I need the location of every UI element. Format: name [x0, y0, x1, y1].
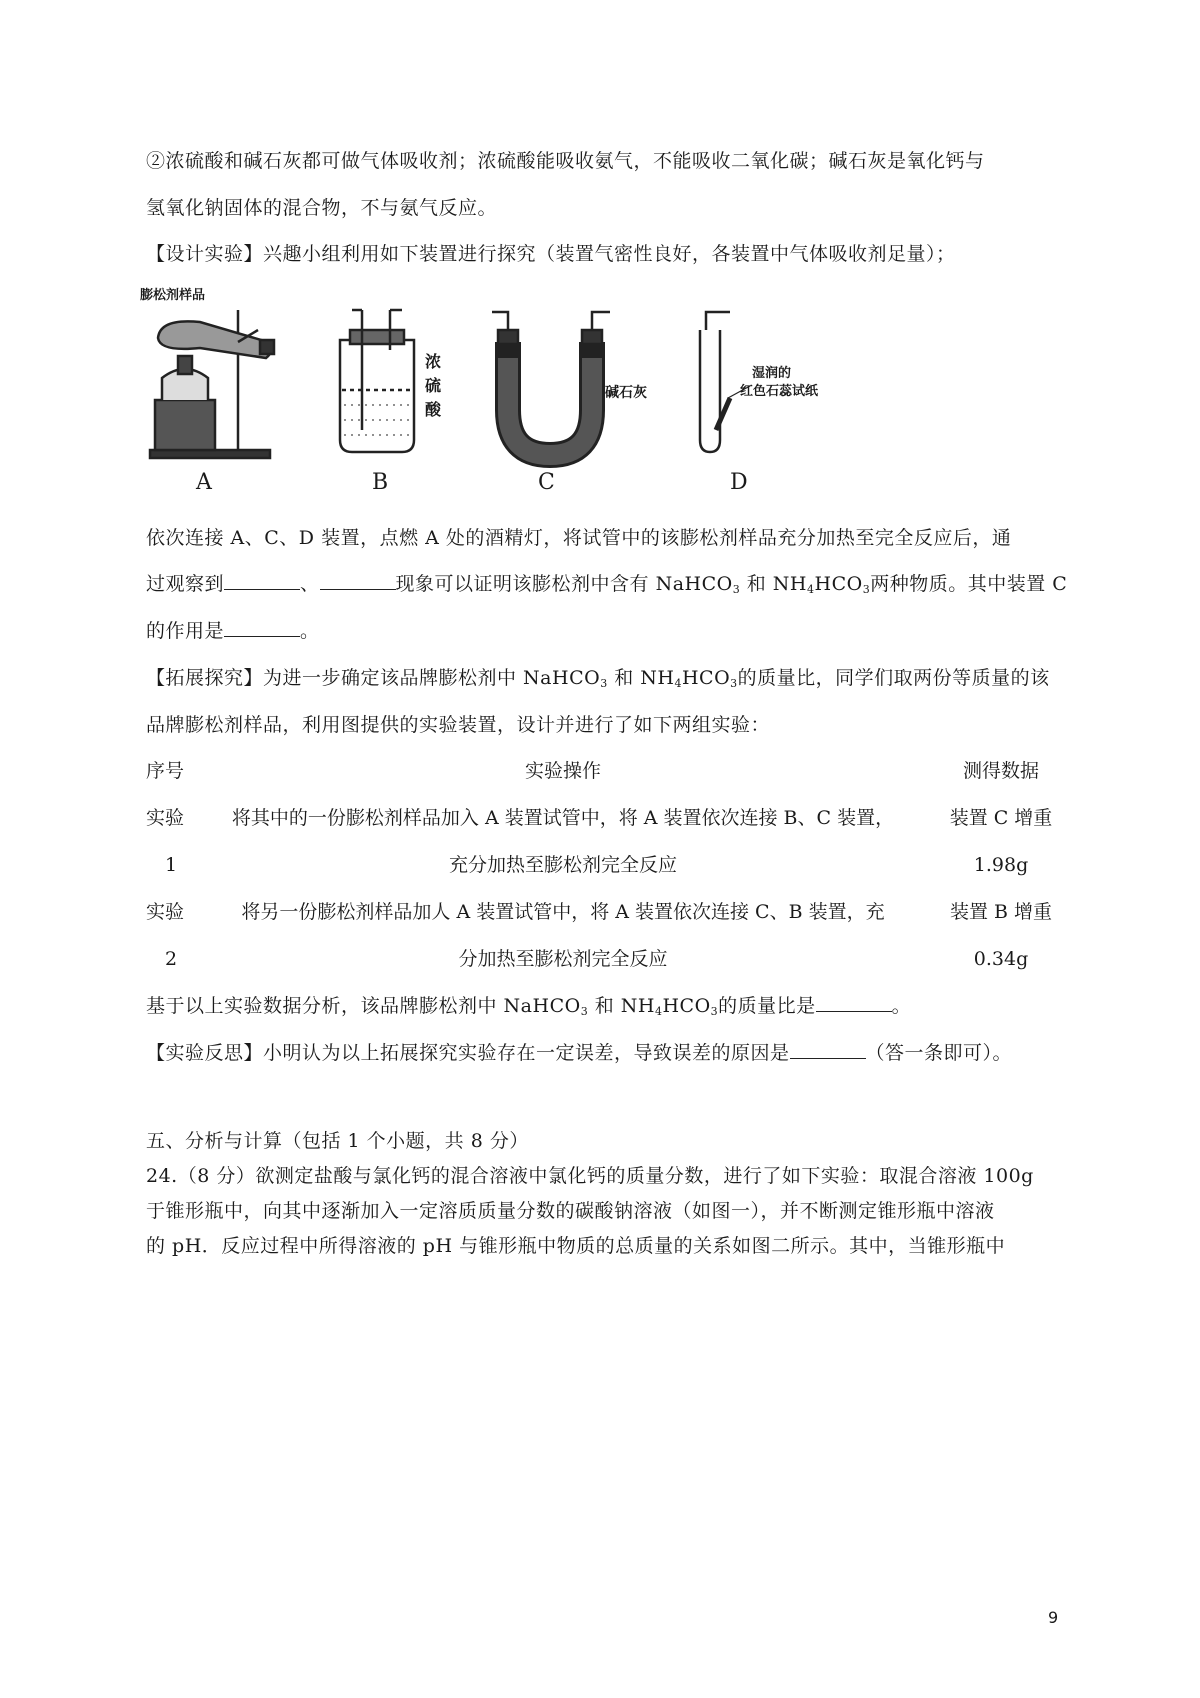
subscript: 3: [600, 677, 608, 690]
analysis-line: [146, 992, 1066, 1020]
answer-blank-1[interactable]: [224, 571, 300, 590]
answer-blank-4[interactable]: [816, 993, 892, 1012]
answer-blank-3[interactable]: [224, 618, 300, 637]
text: 和 NH: [746, 573, 807, 595]
subscript: 3: [580, 1005, 589, 1018]
answer-blank-5[interactable]: [790, 1040, 866, 1059]
apparatus-b-label: 浓硫酸: [425, 352, 442, 419]
text: 基于以上实验数据分析，该品牌膨松剂中 NaHCO: [146, 995, 581, 1017]
apparatus-c-label: 碱石灰: [605, 385, 647, 401]
apparatus-b: [340, 310, 414, 452]
apparatus-letter-d: D: [730, 470, 748, 495]
text: 和 NH: [594, 995, 655, 1017]
apparatus-letter-c: C: [538, 470, 555, 495]
table-row: [146, 851, 1066, 879]
subscript: 3: [732, 583, 741, 596]
apparatus-letter-a: A: [196, 470, 212, 495]
text: 和 NH: [614, 667, 675, 689]
text: 、: [300, 573, 320, 595]
table-cell: 实验: [146, 807, 185, 829]
page-number: 9: [1048, 1608, 1059, 1627]
table-row: [146, 945, 1066, 973]
table-cell: 装置 C 增重: [949, 807, 1053, 829]
table-cell: 2: [164, 948, 178, 970]
apparatus-letter-b: B: [372, 470, 389, 495]
header-seq: 序号: [146, 760, 185, 782]
design-experiment-line: 【设计实验】兴趣小组利用如下装置进行探究（装置气密性良好，各装置中气体吸收剂足量）；: [146, 243, 956, 265]
procedure-line-1: 依次连接 A、C、D 装置，点燃 A 处的酒精灯，将试管中的该膨松剂样品充分加热至完全反应后，通: [146, 527, 1012, 549]
section-title: 五、分析与计算（包括 1 个小题，共 8 分）: [146, 1130, 529, 1152]
header-data: 测得数据: [962, 760, 1039, 782]
table-row: [146, 898, 1066, 926]
table-cell: 1.98g: [973, 854, 1029, 876]
paragraph-line: ②浓硫酸和碱石灰都可做气体吸收剂；浓硫酸能吸收氨气，不能吸收二氧化碳；碱石灰是氧化钙与: [146, 150, 985, 172]
table-cell: 将另一份膨松剂样品加人 A 装置试管中，将 A 装置依次连接 C、B 装置，充: [241, 901, 885, 923]
table-cell: 0.34g: [973, 948, 1029, 970]
table-cell: 实验: [146, 901, 185, 923]
subscript: 4: [674, 677, 682, 690]
table-cell: 分加热至膨松剂完全反应: [458, 948, 668, 970]
table-header-row: [146, 757, 1066, 785]
apparatus-a-label: 膨松剂样品: [140, 288, 206, 303]
subscript: 3: [862, 583, 871, 596]
question-line-3: 的 pH．反应过程中所得溶液的 pH 与锥形瓶中物质的总质量的关系如图二所示。其中，当锥形瓶中: [146, 1235, 1006, 1257]
header-operation: 实验操作: [524, 760, 601, 782]
text: 两种物质。其中装置 C: [870, 573, 1068, 595]
extend-line-2: 品牌膨松剂样品，利用图提供的实验装置，设计并进行了如下两组实验：: [146, 714, 771, 736]
text: 的质量比，同学们取两份等质量的该: [737, 667, 1050, 689]
extend-line-1: [146, 664, 1066, 692]
text: 。: [300, 620, 320, 642]
text: HCO: [662, 995, 711, 1017]
subscript: 3: [710, 1005, 719, 1018]
table-cell: 1: [164, 854, 178, 876]
text: 【拓展探究】为进一步确定该品牌膨松剂中 NaHCO: [146, 667, 601, 689]
text: （答一条即可）。: [865, 1042, 1013, 1064]
text: HCO: [681, 667, 731, 689]
text: HCO: [814, 573, 863, 595]
question-line-1: 24.（8 分）欲测定盐酸与氯化钙的混合溶液中氯化钙的质量分数，进行了如下实验：取混合溶液 100g: [146, 1165, 1034, 1187]
subscript: 4: [654, 1005, 663, 1018]
text: 【实验反思】小明认为以上拓展探究实验存在一定误差，导致误差的原因是: [146, 1042, 790, 1064]
reflection-line: [146, 1039, 1066, 1067]
text: 的质量比是: [718, 995, 816, 1017]
text: 过观察到: [146, 573, 225, 595]
table-cell: 充分加热至膨松剂完全反应: [448, 854, 677, 876]
table-cell: 将其中的一份膨松剂样品加入 A 装置试管中，将 A 装置依次连接 B、C 装置，: [231, 807, 895, 829]
table-cell: 装置 B 增重: [949, 901, 1053, 923]
subscript: 3: [730, 677, 738, 690]
apparatus-d-label-2: 红色石蕊试纸: [740, 384, 819, 399]
question-line-2: 于锥形瓶中，向其中逐渐加入一定溶质质量分数的碳酸钠溶液（如图一），并不断测定锥形瓶中溶液: [146, 1200, 995, 1222]
subscript: 4: [807, 583, 815, 596]
paragraph-line: 氢氧化钠固体的混合物，不与氨气反应。: [146, 197, 498, 219]
procedure-line-2: [146, 570, 1066, 598]
procedure-line-3: [146, 617, 1066, 645]
answer-blank-2[interactable]: [320, 571, 396, 590]
apparatus-a: [150, 310, 274, 458]
apparatus-figure: [140, 290, 1070, 500]
text: 。: [891, 995, 912, 1017]
table-row: [146, 804, 1066, 832]
apparatus-d-label-1: 湿润的: [752, 366, 792, 381]
apparatus-c: [492, 312, 610, 455]
text: 的作用是: [146, 620, 225, 642]
text: 现象可以证明该膨松剂中含有 NaHCO: [395, 573, 733, 595]
